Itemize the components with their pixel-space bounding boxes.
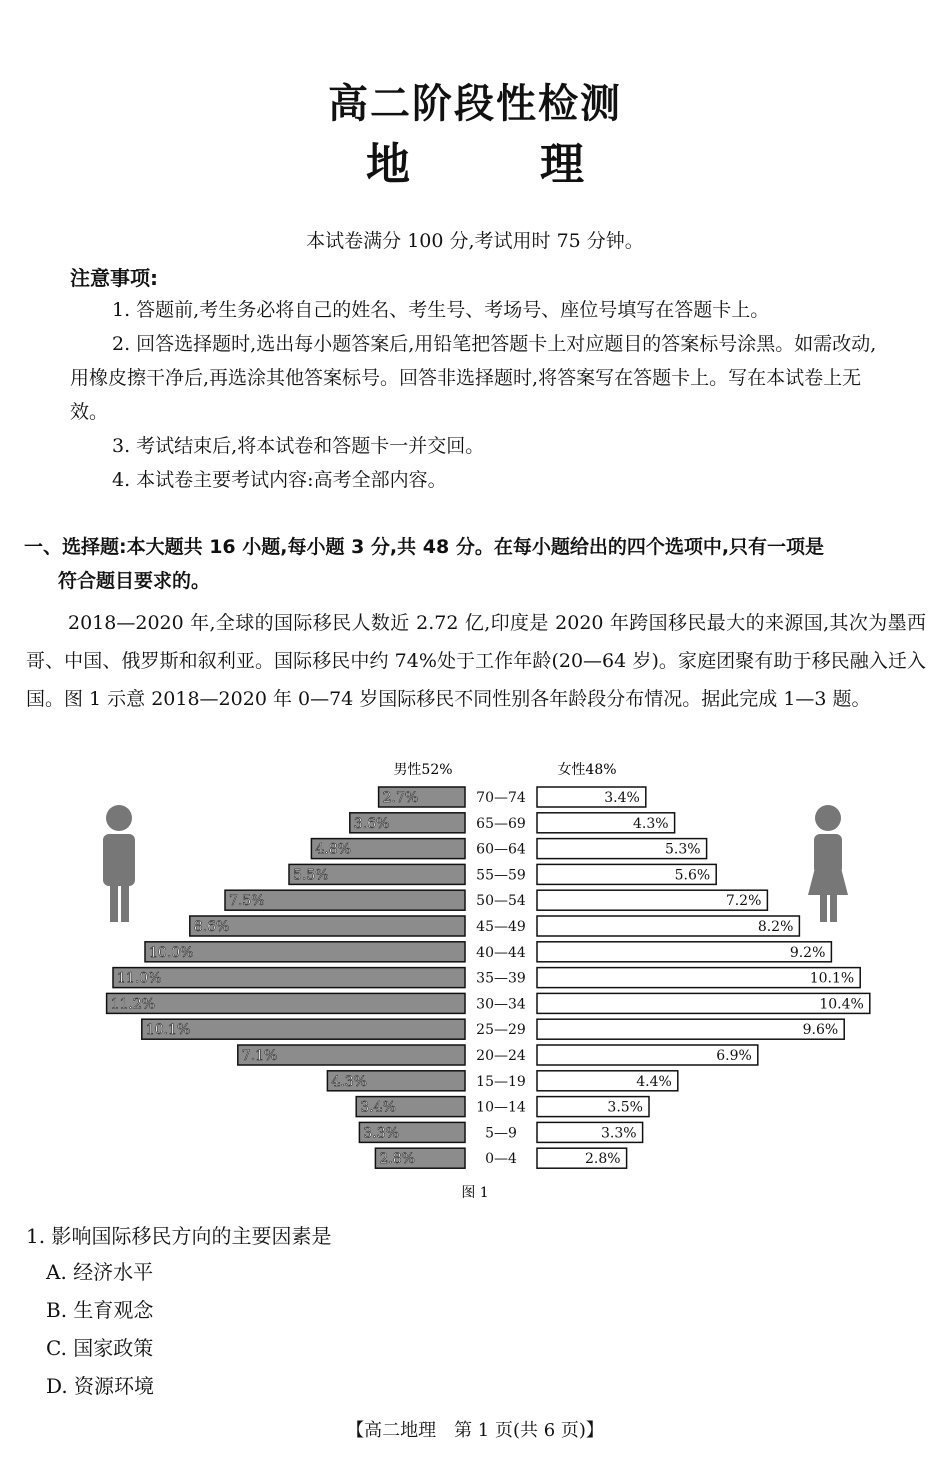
male-bar-label: 2.8% bbox=[379, 1151, 415, 1168]
male-bar-label: 10.0% bbox=[149, 944, 194, 961]
male-figure-icon bbox=[103, 805, 135, 922]
age-group-label: 35—39 bbox=[476, 970, 526, 987]
exam-info: 本试卷满分 100 分,考试用时 75 分钟。 bbox=[306, 230, 644, 252]
male-bar-label: 8.6% bbox=[193, 919, 230, 935]
male-bar-label: 5.5% bbox=[293, 867, 329, 884]
female-bar bbox=[537, 1019, 844, 1039]
age-group-label: 25—29 bbox=[476, 1022, 526, 1039]
age-group-label: 20—24 bbox=[476, 1048, 526, 1064]
male-bar-label: 3.6% bbox=[353, 815, 390, 832]
option-b: B. 生育观念 bbox=[46, 1298, 154, 1322]
option-d: D. 资源环境 bbox=[46, 1374, 155, 1398]
male-bar-label: 7.1% bbox=[241, 1048, 278, 1064]
female-bar-label: 7.2% bbox=[725, 893, 762, 910]
female-bar-label: 4.4% bbox=[636, 1073, 672, 1090]
male-bar bbox=[113, 968, 465, 988]
female-bar bbox=[537, 942, 831, 962]
age-group-label: 45—49 bbox=[476, 919, 526, 935]
notice-item-3: 3. 考试结束后,将本试卷和答题卡一并交回。 bbox=[112, 435, 485, 457]
age-group-label: 55—59 bbox=[476, 867, 526, 884]
exam-title: 高二阶段性检测 bbox=[328, 81, 622, 127]
female-bar-label: 9.6% bbox=[802, 1022, 839, 1039]
male-bar-label: 11.2% bbox=[110, 996, 156, 1013]
female-legend-label: 女性48% bbox=[557, 762, 617, 778]
female-bar-label: 2.8% bbox=[585, 1151, 621, 1168]
notice-item-4: 4. 本试卷主要考试内容:高考全部内容。 bbox=[112, 469, 447, 491]
section-heading bbox=[24, 530, 934, 598]
male-bar-label: 10.1% bbox=[145, 1022, 191, 1039]
female-bar-label: 10.1% bbox=[809, 970, 855, 987]
male-bar-label: 4.8% bbox=[315, 841, 351, 858]
male-bar-label: 11.0% bbox=[117, 970, 162, 987]
section-heading-line-2: 符合题目要求的。 bbox=[58, 570, 211, 592]
section-heading-line-1: 一、选择题:本大题共 16 小题,每小题 3 分,共 48 分。在每小题给出的四个选项中,只有一项是 bbox=[24, 536, 825, 558]
female-bar-label: 3.5% bbox=[607, 1099, 643, 1116]
age-group-label: 50—54 bbox=[476, 893, 526, 910]
figure-caption: 图 1 bbox=[461, 1185, 489, 1201]
male-bar bbox=[107, 993, 465, 1013]
page-footer: 【高二地理 第 1 页(共 6 页)】 bbox=[346, 1420, 604, 1441]
notice-item-2: 2. 回答选择题时,选出每小题答案后,用铅笔把答题卡上对应题目的答案标号涂黑。如需改动,用橡皮擦干净后,再选涂其他答案标号。回答非选择题时,将答案写在答题卡上。写在本试卷上无效。 bbox=[70, 333, 877, 423]
female-bar-label: 10.4% bbox=[819, 996, 864, 1013]
age-group-label: 0—4 bbox=[485, 1151, 517, 1168]
female-bar-label: 5.6% bbox=[674, 867, 711, 884]
population-pyramid-chart bbox=[0, 750, 950, 1210]
female-bar-label: 5.3% bbox=[665, 841, 701, 858]
age-group-label: 65—69 bbox=[476, 815, 526, 832]
notice-item-1: 1. 答题前,考生务必将自己的姓名、考生号、考场号、座位号填写在答题卡上。 bbox=[112, 299, 770, 321]
female-bar-label: 9.2% bbox=[789, 944, 826, 961]
option-c: C. 国家政策 bbox=[46, 1336, 154, 1360]
male-bar-label: 3.3% bbox=[363, 1125, 399, 1142]
question-stem: 2018—2020 年,全球的国际移民人数近 2.72 亿,印度是 2020 年跨国移民最大的来源国,其次为墨西哥、中国、俄罗斯和叙利亚。国际移民中约 74%处于工作年龄(20—64 岁)。家庭团聚有助于移民融入迁入国。图 1 示意 2018—2020 年 0—74 岁国际移民不同性别各年龄段分布情况。据此完成 1—3 题。 bbox=[26, 612, 926, 710]
subject-char-2: 理 bbox=[540, 139, 584, 190]
male-legend-label: 男性52% bbox=[393, 762, 453, 778]
female-bar-label: 3.3% bbox=[601, 1125, 637, 1142]
age-group-label: 10—14 bbox=[476, 1099, 526, 1116]
age-group-label: 15—19 bbox=[476, 1073, 526, 1090]
age-group-label: 60—64 bbox=[476, 841, 526, 858]
age-group-label: 30—34 bbox=[476, 996, 526, 1013]
notice-title: 注意事项: bbox=[70, 266, 158, 290]
male-bar-label: 7.5% bbox=[229, 893, 265, 910]
male-bar-label: 3.4% bbox=[360, 1099, 396, 1116]
female-figure-icon bbox=[808, 805, 848, 922]
male-bar-label: 2.7% bbox=[382, 790, 419, 806]
female-bar-label: 4.3% bbox=[633, 815, 669, 832]
female-bar-label: 6.9% bbox=[716, 1048, 752, 1064]
subject-title bbox=[0, 128, 950, 192]
female-bar-label: 3.4% bbox=[604, 790, 640, 806]
age-group-label: 70—74 bbox=[476, 790, 526, 806]
question-1-stem: 1. 影响国际移民方向的主要因素是 bbox=[26, 1224, 332, 1248]
male-bar bbox=[190, 916, 465, 936]
option-a: A. 经济水平 bbox=[46, 1260, 154, 1284]
male-bar-label: 4.3% bbox=[331, 1073, 367, 1090]
subject-char-1: 地 bbox=[366, 139, 410, 190]
age-group-label: 5—9 bbox=[485, 1125, 517, 1142]
age-group-label: 40—44 bbox=[476, 944, 526, 961]
female-bar-label: 8.2% bbox=[757, 919, 794, 935]
